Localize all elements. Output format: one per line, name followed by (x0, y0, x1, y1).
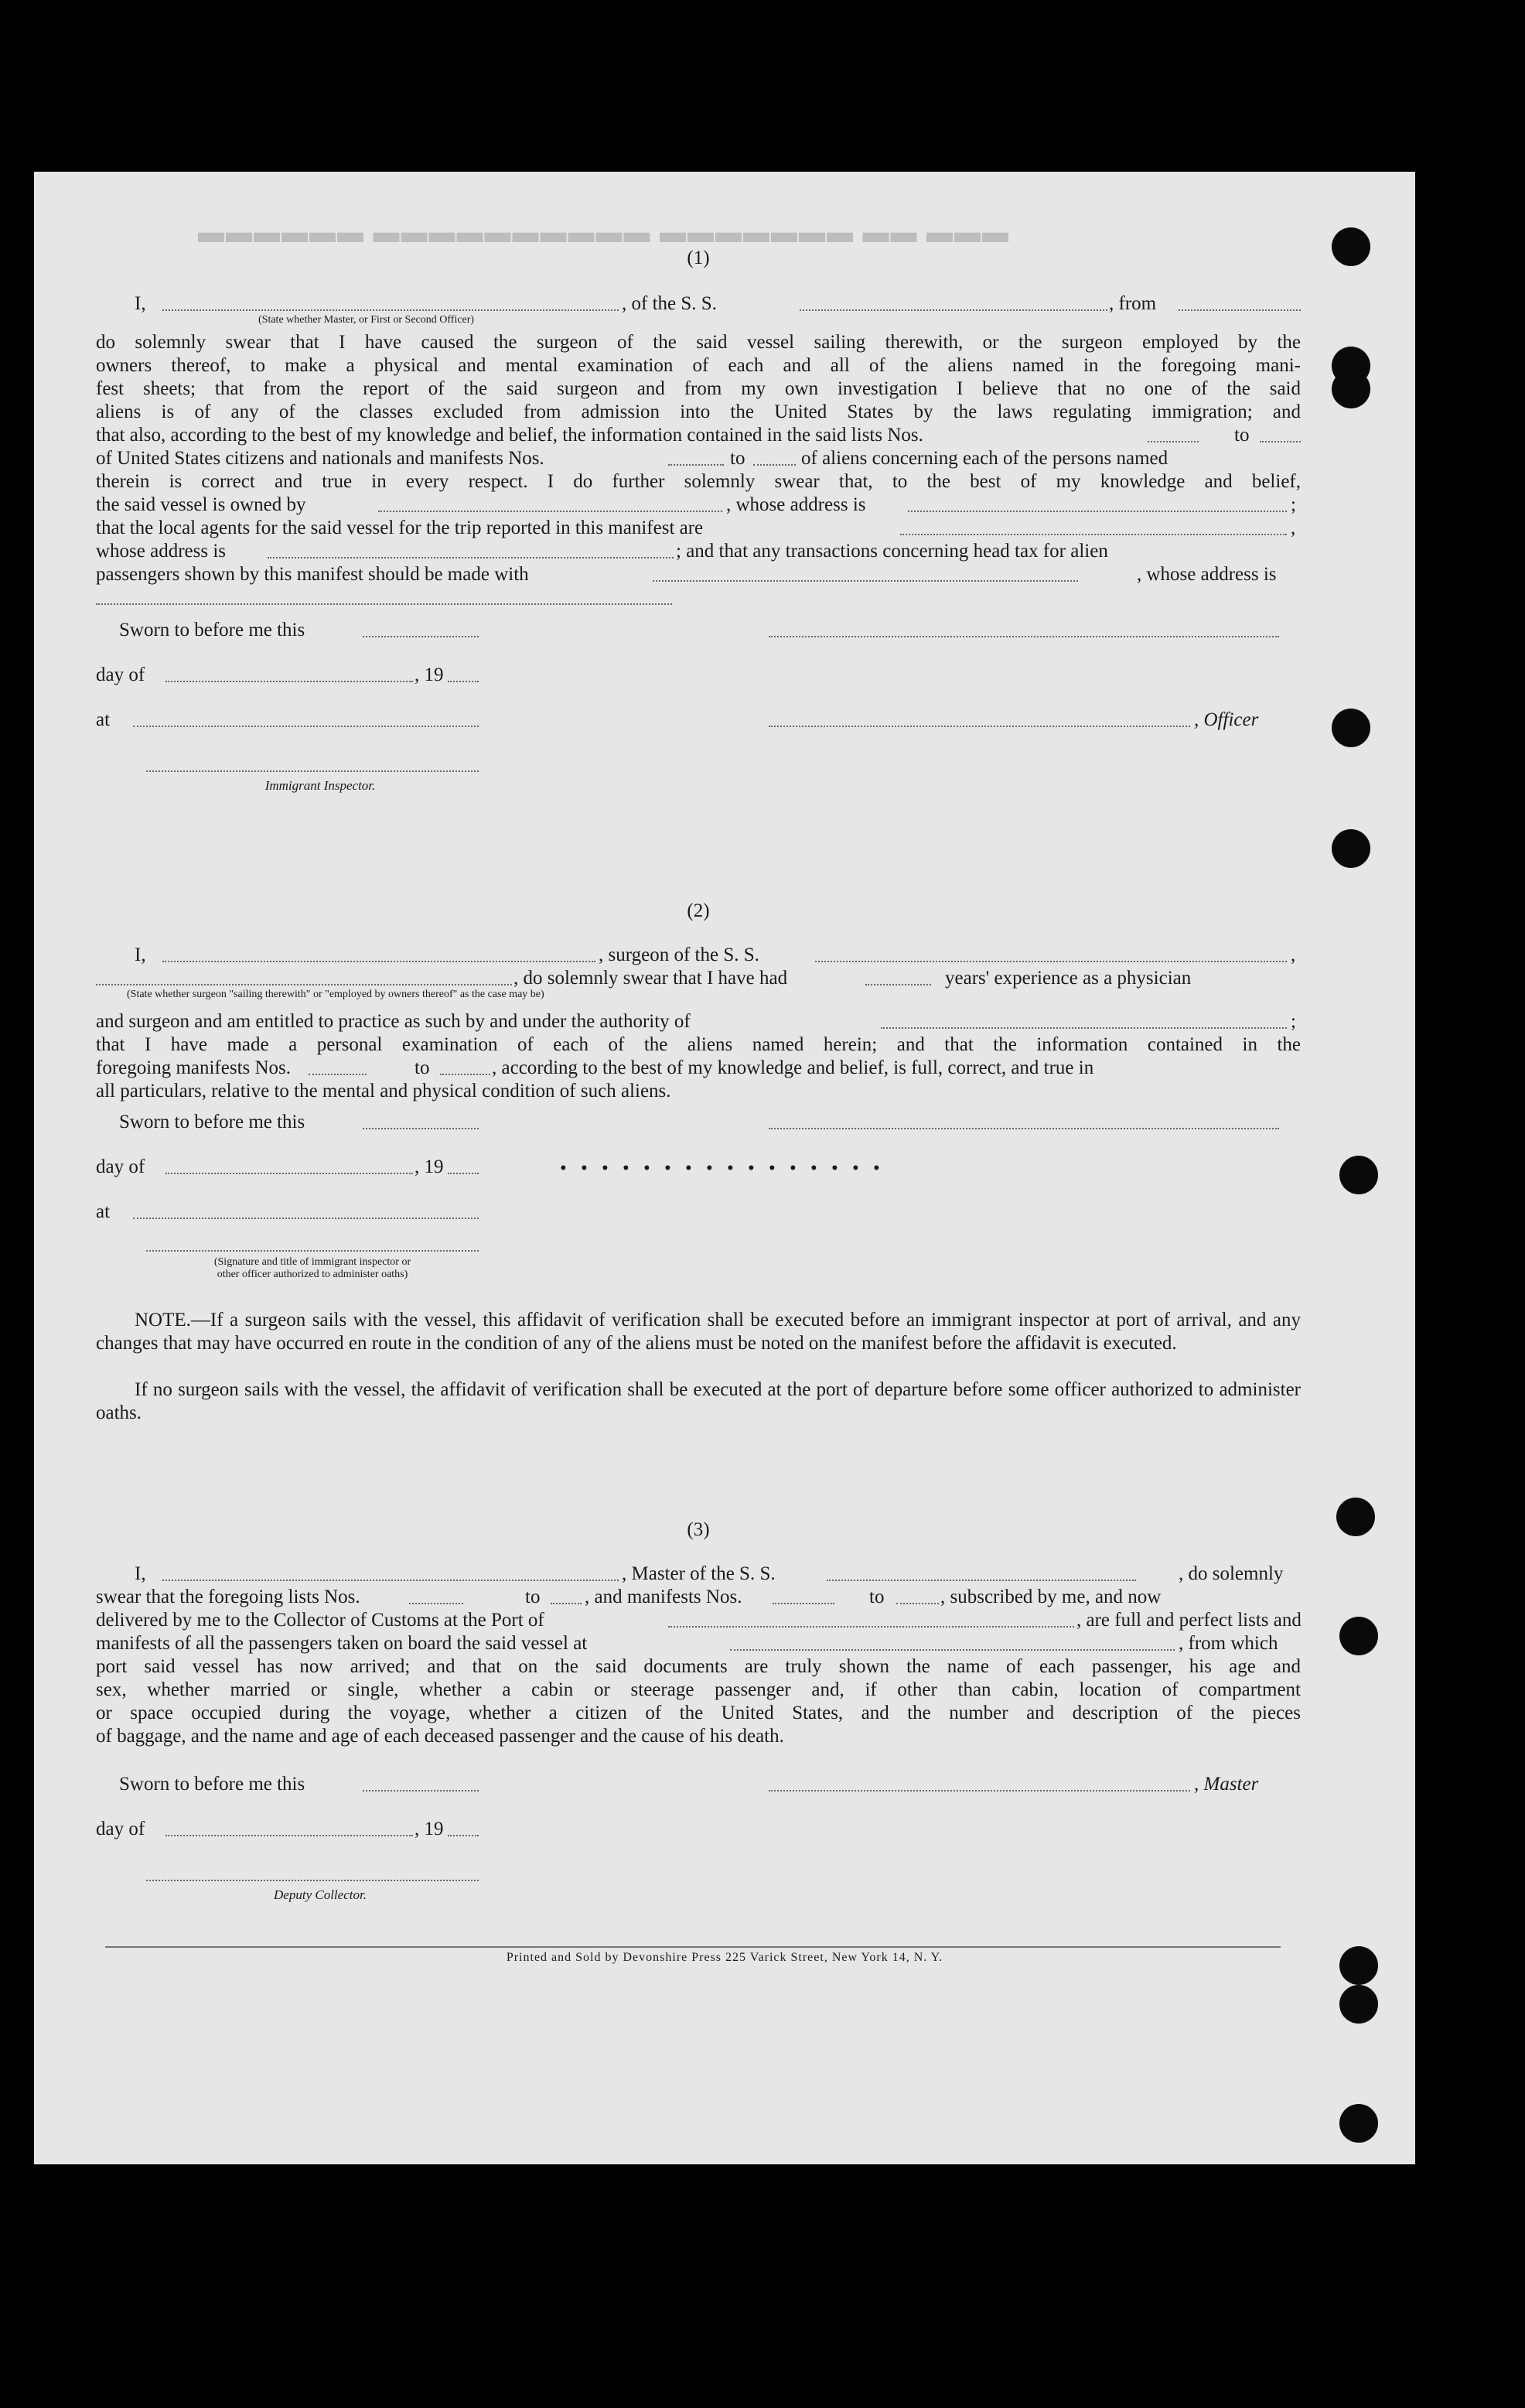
section-2-note (96, 1309, 1301, 1433)
blank-line[interactable] (815, 961, 1287, 962)
binder-hole (1332, 370, 1370, 408)
section-2 (96, 900, 1301, 1102)
text: to (869, 1587, 885, 1607)
section-3-line-4 (96, 1632, 1301, 1655)
text: , Master (1194, 1774, 1259, 1795)
text: , and manifests Nos. (585, 1587, 742, 1607)
binder-hole (1339, 1946, 1378, 1985)
text-line: that I have made a personal examination of each of the aliens named herein; and that the information contained in the (96, 1034, 1301, 1055)
blank-line[interactable] (1148, 441, 1199, 442)
text: ; (1291, 494, 1296, 515)
text: to (730, 448, 745, 469)
text-line (96, 424, 1301, 447)
blank-line[interactable] (448, 681, 479, 682)
text-line (96, 517, 1301, 540)
blank-line[interactable] (363, 636, 479, 637)
blank-line[interactable] (409, 1603, 463, 1604)
binder-hole (1332, 709, 1370, 747)
section-number: (2) (687, 900, 710, 921)
inspector-signature-line[interactable] (146, 770, 479, 772)
caption: (Signature and title of immigrant inspector or (213, 1256, 411, 1268)
text: , 19 (415, 1156, 444, 1177)
text-line: sex, whether married or single, whether a cabin or steerage passenger and, if other than cabin, location of compartment (96, 1679, 1301, 1700)
text: whose address is (96, 541, 227, 562)
blank-line[interactable] (165, 1835, 413, 1836)
text: I, (135, 1563, 146, 1584)
text: ; and that any transactions concerning head tax for alien (676, 541, 1108, 562)
text: , surgeon of the S. S. (599, 944, 759, 965)
blank-line[interactable] (773, 1603, 834, 1604)
text: that the local agents for the said vessel for the trip reported in this manifest are (96, 517, 704, 538)
officer-signature-line[interactable] (769, 636, 1279, 637)
blank-line[interactable] (133, 726, 479, 727)
text: at (96, 709, 111, 730)
binder-hole (1339, 1617, 1378, 1655)
text-line (96, 540, 1301, 563)
inspector-signature-line[interactable] (146, 1250, 479, 1252)
text: , 19 (415, 664, 444, 685)
at-line (96, 709, 1301, 732)
blank-line[interactable] (309, 1074, 367, 1075)
text: swear that the foregoing lists Nos. (96, 1587, 360, 1607)
text: delivered by me to the Collector of Customs at the Port of (96, 1610, 544, 1631)
text-line: therein is correct and true in every respect. I do further solemnly swear that, to the best of my knowledge and belief, (96, 471, 1301, 492)
signature-line[interactable] (769, 1128, 1279, 1129)
text: day of (96, 1819, 145, 1839)
blank-line[interactable] (881, 1027, 1287, 1029)
text: foregoing manifests Nos. (96, 1057, 292, 1078)
text: manifests of all the passengers taken on board the said vessel at (96, 1633, 588, 1654)
blank-line[interactable] (1179, 309, 1301, 311)
text: I, (135, 944, 146, 965)
text: and surgeon and am entitled to practice as such by and under the authority of (96, 1011, 691, 1032)
text-line: aliens is of any of the classes excluded from admission into the United States by the laws regulating immigration; and (96, 401, 1301, 422)
text-line: owners thereof, to make a physical and mental examination of each and all of the aliens named in the foregoing mani- (96, 355, 1301, 376)
binder-hole (1332, 829, 1370, 868)
blank-line[interactable] (165, 1173, 413, 1174)
blank-line[interactable] (668, 464, 724, 466)
blank-line[interactable] (363, 1128, 479, 1129)
day-line (96, 1818, 1301, 1841)
binder-hole (1339, 2104, 1378, 2143)
blank-line[interactable] (448, 1835, 479, 1836)
blank-line[interactable] (730, 1649, 1175, 1651)
at-line (96, 1201, 1301, 1224)
section-number: (3) (687, 1519, 710, 1540)
blank-line[interactable] (162, 961, 595, 962)
caption: Immigrant Inspector. (264, 778, 376, 793)
section-number: (1) (687, 248, 710, 268)
day-line (96, 664, 1301, 687)
blank-line[interactable] (896, 1603, 939, 1604)
note-paragraph: NOTE.—If a surgeon sails with the vessel, this affidavit of verification shall be executed before an immigrant inspector at port of arrival, and any changes that may have occurred en route in the condition of any of the aliens must be noted on the manifest before the affidavit is executed. (96, 1310, 1301, 1354)
blank-line[interactable] (769, 726, 1190, 727)
binder-hole (1339, 1985, 1378, 2024)
text: I, (135, 293, 146, 314)
blank-line[interactable] (378, 511, 722, 512)
text: , (1291, 944, 1296, 965)
text: day of (96, 664, 145, 685)
text-line: do solemnly swear that I have caused the surgeon of the said vessel sailing therewith, or the surgeon employed by the (96, 332, 1301, 353)
blank-line[interactable] (753, 464, 796, 466)
text: , Master of the S. S. (622, 1563, 776, 1584)
text: Sworn to before me this (119, 1112, 305, 1132)
caption: Deputy Collector. (274, 1887, 367, 1902)
text: , Officer (1194, 709, 1259, 730)
blank-line[interactable] (162, 1580, 619, 1581)
text: , (1291, 517, 1296, 538)
text: , do solemnly (1179, 1563, 1284, 1584)
text: passengers shown by this manifest should be made with (96, 564, 529, 585)
bleed-through-marks: ▬▬▬ ▬▬ ▬▬▬▬▬▬▬ ▬▬▬▬▬▬▬▬▬▬ ▬▬▬▬▬▬ (196, 215, 1008, 250)
text-line: all particulars, relative to the mental and physical condition of such aliens. (96, 1081, 671, 1102)
blank-line[interactable] (448, 1173, 479, 1174)
caption: (State whether surgeon "sailing therewith" or "employed by owners thereof" as the case may be) (127, 989, 544, 1000)
text: the said vessel is owned by (96, 494, 306, 515)
text-line (96, 1010, 1301, 1033)
text: , are full and perfect lists and (1076, 1610, 1302, 1631)
master-label (1194, 1773, 1258, 1796)
text: years' experience as a physician (945, 968, 1192, 989)
printer-imprint: Printed and Sold by Devonshire Press 225 Varick Street, New York 14, N. Y. (506, 1951, 943, 1964)
text-line: port said vessel has now arrived; and that on the said documents are truly shown the name of each passenger, his age and (96, 1656, 1301, 1677)
blank-line[interactable] (440, 1074, 490, 1075)
blank-line[interactable] (865, 984, 931, 985)
dotted-marks: • • • • • • • • • • • • • • • • (560, 1158, 885, 1179)
text: , from (1109, 293, 1157, 314)
officer-label (1194, 709, 1258, 732)
text: , whose address is (1137, 564, 1277, 585)
text-line (96, 447, 1301, 470)
text: , whose address is (726, 494, 866, 515)
blank-line[interactable] (162, 309, 619, 311)
text: of aliens concerning each of the persons named (801, 448, 1168, 469)
blank-line[interactable] (96, 984, 512, 985)
blank-line[interactable] (363, 1790, 479, 1791)
text: , subscribed by me, and now (940, 1587, 1162, 1607)
blank-line[interactable] (908, 511, 1287, 512)
text-line (96, 1057, 1301, 1080)
text-line: of baggage, and the name and age of each deceased passenger and the cause of his death. (96, 1726, 784, 1747)
note-paragraph: If no surgeon sails with the vessel, the affidavit of verification shall be executed at the port of departure before some officer authorized to administer oaths. (96, 1379, 1301, 1423)
binder-hole (1339, 1156, 1378, 1194)
master-signature-line[interactable] (769, 1790, 1190, 1791)
day-line (96, 1156, 1301, 1179)
section-1-signatures (96, 619, 1301, 797)
text: , of the S. S. (622, 293, 717, 314)
text: at (96, 1201, 111, 1222)
blank-line[interactable] (1260, 441, 1301, 442)
text: , 19 (415, 1819, 444, 1839)
section-2-signatures (96, 1111, 1301, 1281)
caption: (State whether Master, or First or Second Officer) (258, 314, 475, 326)
blank-line[interactable] (268, 557, 674, 558)
text: to (1234, 425, 1250, 446)
text: Sworn to before me this (119, 620, 305, 640)
blank-line[interactable] (900, 534, 1287, 535)
text-line: fest sheets; that from the report of the said surgeon and from my own investigation I believe that no one of the said (96, 378, 1301, 399)
binder-hole (1336, 1498, 1375, 1536)
footer-rule (105, 1946, 1281, 1948)
binder-hole (1332, 227, 1370, 266)
text: day of (96, 1156, 145, 1177)
text-line: or space occupied during the voyage, whether a citizen of the United States, and the number and description of the pieces (96, 1703, 1301, 1723)
text: of United States citizens and nationals and manifests Nos. (96, 448, 544, 469)
blank-line[interactable] (668, 1626, 1074, 1628)
blank-line[interactable] (551, 1603, 582, 1604)
blank-line[interactable] (800, 309, 1107, 311)
text: , do solemnly swear that I have had (513, 968, 788, 989)
blank-line[interactable] (653, 580, 1078, 582)
text: to (525, 1587, 541, 1607)
text: Sworn to before me this (119, 1774, 305, 1795)
text: that also, according to the best of my knowledge and belief, the information contained in the said lists Nos. (96, 425, 923, 446)
section-3-line-3 (96, 1609, 1301, 1632)
text: , from which (1179, 1633, 1278, 1654)
collector-signature-line[interactable] (146, 1880, 479, 1881)
section-3-signatures (96, 1773, 1301, 1920)
text-line (96, 563, 1301, 586)
form-page (34, 172, 1415, 2164)
caption: other officer authorized to administer oaths) (217, 1269, 408, 1280)
text: to (415, 1057, 430, 1078)
text: ; (1291, 1011, 1296, 1032)
blank-line[interactable] (165, 681, 413, 682)
blank-line[interactable] (827, 1580, 1136, 1581)
blank-line[interactable] (133, 1218, 479, 1219)
text: , according to the best of my knowledge and belief, is full, correct, and true in (492, 1057, 1094, 1078)
section-3 (96, 1519, 1302, 1747)
text-line (96, 494, 1301, 517)
blank-line[interactable] (96, 603, 672, 605)
section-1 (96, 248, 1301, 585)
section-3-line-2 (96, 1586, 1301, 1609)
